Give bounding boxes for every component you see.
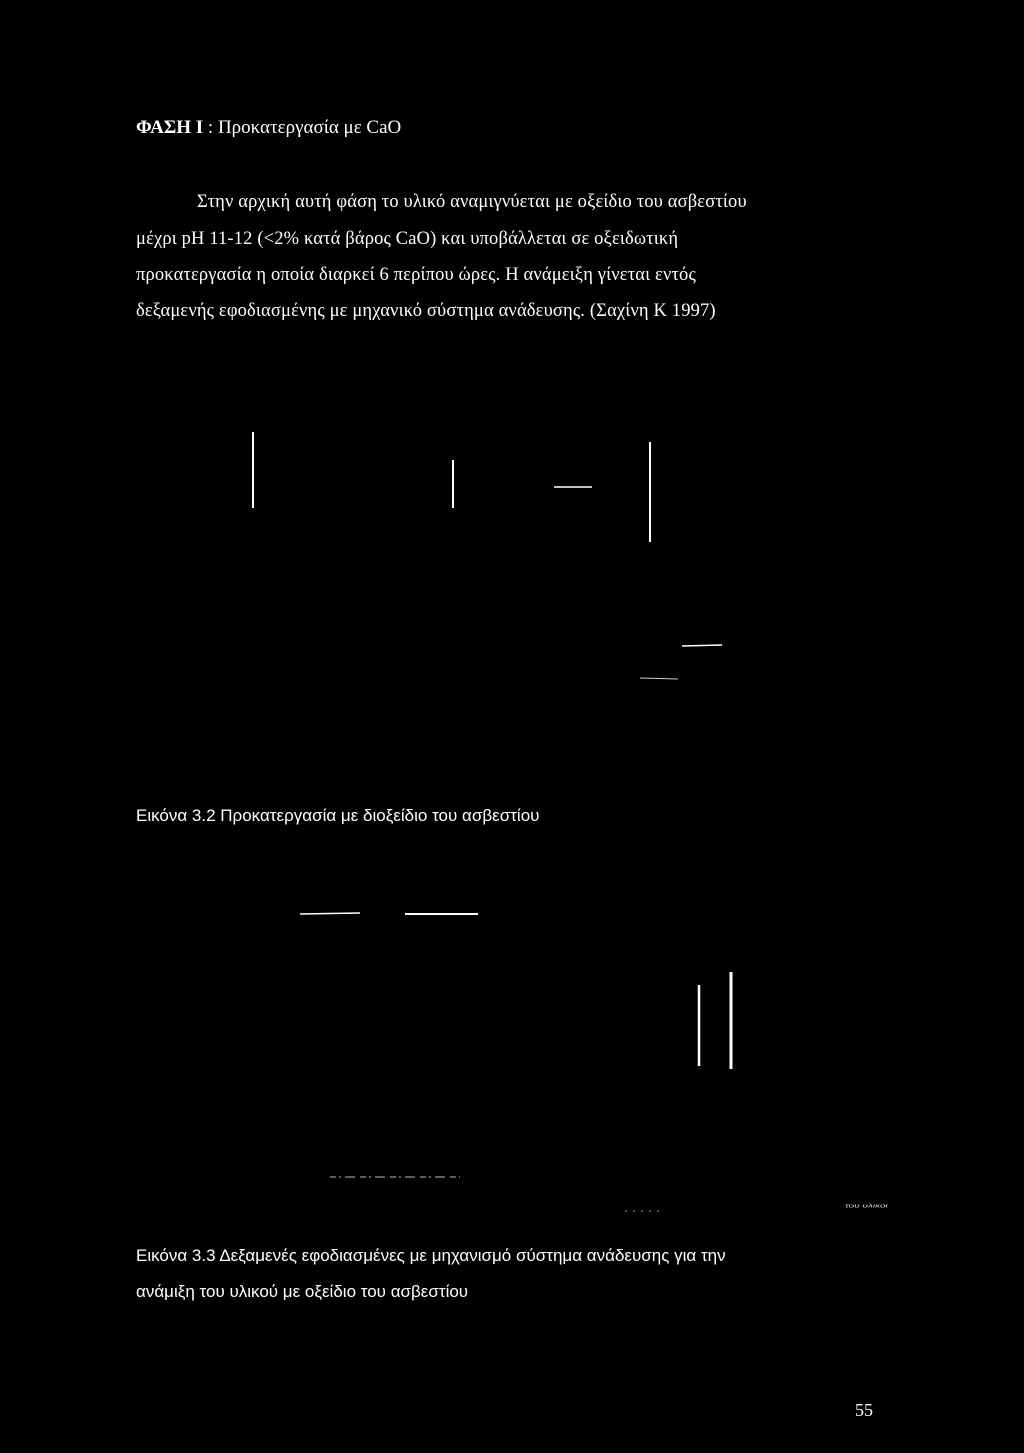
paragraph-line-3: προκατεργασία η οποία διαρκεί 6 περίπου ώρες. Η ανάμειξη γίνεται εντός <box>136 265 696 285</box>
paragraph-line-1: Στην αρχική αυτή φάση το υλικό αναμιγνύεται με οξείδιο του ασβεστίου <box>197 192 747 212</box>
figure-3-2-caption: Εικόνα 3.2 Προκατεργασία με διοξείδιο του ασβεστίου <box>136 806 540 825</box>
heading-title: : Προκατεργασία με CaO <box>203 117 402 138</box>
paragraph-line-2: μέχρι pH 11-12 (<2% κατά βάρος CaO) και υποβάλλεται σε οξειδωτική <box>136 229 679 249</box>
figure-artifact <box>300 913 360 914</box>
figure-3-3-caption-line-2: ανάμιξη του υλικού με οξείδιο του ασβεστίου <box>136 1282 469 1301</box>
heading-phase-label: ΦΑΣΗ Ι <box>136 117 204 138</box>
paragraph-line-4: δεξαμενής εφοδιασμένης με μηχανικό σύστημα ανάδευσης. (Σαχίνη Κ 1997) <box>136 301 716 321</box>
page-number: 55 <box>855 1400 873 1420</box>
figure-3-3-caption-line-1: Εικόνα 3.3 Δεξαμενές εφοδιασμένες με μηχανισμό σύστημα ανάδευσης για την <box>136 1246 726 1265</box>
figure-3-3-label: του υλικοι <box>845 1203 888 1210</box>
